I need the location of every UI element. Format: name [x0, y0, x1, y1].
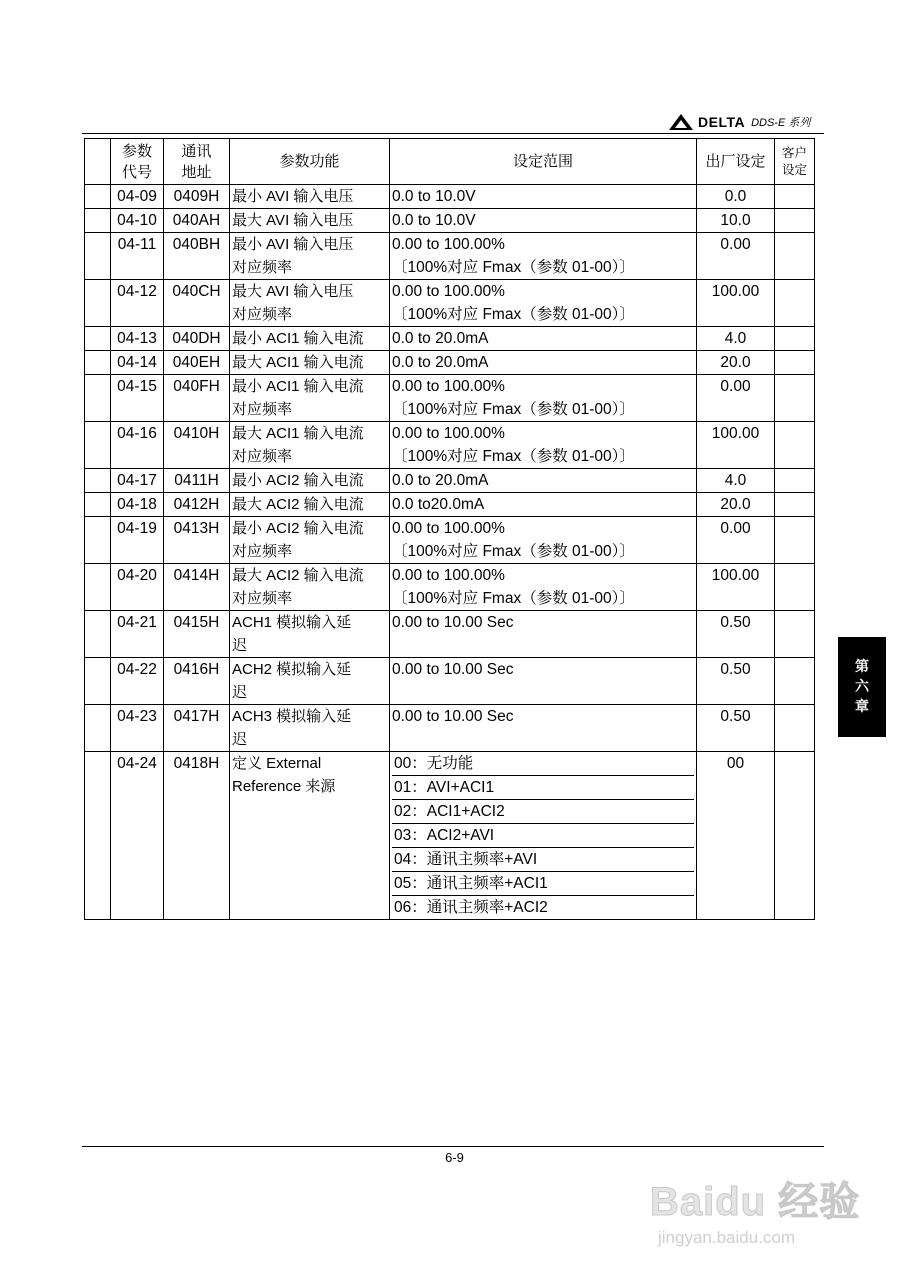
address-cell: 0413H [164, 517, 230, 564]
table-row [85, 493, 815, 517]
default-cell: 0.00 [697, 517, 775, 564]
cell-line: 0.00 to 10.00 Sec [392, 614, 514, 631]
cell-line: 〔100%对应 Fmax（参数 01-00）〕 [392, 590, 635, 607]
cell-line: 0.00 to 10.00 Sec [392, 661, 514, 678]
default-cell: 20.0 [697, 493, 775, 517]
table-row [85, 351, 815, 375]
watermark [640, 1160, 890, 1270]
option-item: 04：通讯主频率+AVI [392, 848, 694, 872]
blank-cell [85, 469, 111, 493]
customer-cell [775, 233, 815, 280]
cell-line: 迟 [232, 684, 248, 701]
cell-line: 对应频率 [232, 590, 293, 607]
cell-line: 〔100%对应 Fmax（参数 01-00）〕 [392, 259, 635, 276]
blank-cell [85, 375, 111, 422]
function-cell [230, 351, 390, 375]
function-cell [230, 658, 390, 705]
default-cell: 4.0 [697, 469, 775, 493]
code-cell: 04-24 [111, 752, 164, 920]
cell-line: 迟 [232, 731, 248, 748]
code-cell: 04-16 [111, 422, 164, 469]
function-cell [230, 752, 390, 920]
customer-cell [775, 658, 815, 705]
table-row [85, 705, 815, 752]
option-item: 03：ACI2+AVI [392, 824, 694, 848]
option-item: 02：ACI1+ACI2 [392, 800, 694, 824]
range-cell [390, 469, 697, 493]
header-customer: 客户 设定 [775, 139, 815, 185]
cell-line: 0.00 to 100.00% [392, 567, 505, 584]
code-cell: 04-20 [111, 564, 164, 611]
default-cell: 4.0 [697, 327, 775, 351]
function-cell [230, 705, 390, 752]
header-rule [82, 133, 824, 134]
table-row [85, 611, 815, 658]
range-cell [390, 351, 697, 375]
address-cell: 0412H [164, 493, 230, 517]
function-cell [230, 185, 390, 209]
cell-line: ACH1 模拟输入延 [232, 614, 352, 631]
series-name: DDS-E 系列 [751, 117, 811, 129]
range-cell [390, 209, 697, 233]
customer-cell [775, 209, 815, 233]
watermark-sub: jingyan.baidu.com [658, 1228, 796, 1247]
cell-line: 0.0 to 10.0V [392, 212, 476, 229]
cell-line: 对应频率 [232, 543, 293, 560]
cell-line: 最大 ACI1 输入电流 [232, 354, 364, 371]
default-cell: 100.00 [697, 564, 775, 611]
option-item: 00：无功能 [392, 752, 694, 776]
table-row [85, 233, 815, 280]
chapter-tab-char: 第 [855, 659, 869, 675]
customer-cell [775, 422, 815, 469]
blank-cell [85, 209, 111, 233]
table-row [85, 752, 815, 920]
delta-logo-icon [668, 113, 694, 131]
function-cell [230, 327, 390, 351]
function-cell [230, 493, 390, 517]
table-header-row [85, 139, 815, 185]
default-cell: 20.0 [697, 351, 775, 375]
function-cell [230, 611, 390, 658]
header-address: 通讯 地址 [164, 139, 230, 185]
header-default: 出厂设定 [697, 139, 775, 185]
default-cell: 10.0 [697, 209, 775, 233]
function-cell [230, 422, 390, 469]
address-cell: 040BH [164, 233, 230, 280]
customer-cell [775, 327, 815, 351]
cell-line: 0.0 to 20.0mA [392, 330, 489, 347]
cell-line: 最大 AVI 输入电压 [232, 212, 354, 229]
option-item: 06：通讯主频率+ACI2 [394, 899, 548, 916]
range-cell [390, 233, 697, 280]
footer-rule [82, 1146, 824, 1147]
customer-cell [775, 280, 815, 327]
range-cell [390, 375, 697, 422]
range-options-cell [390, 752, 697, 920]
customer-cell [775, 469, 815, 493]
table-row [85, 375, 815, 422]
chapter-tab-char: 六 [855, 679, 869, 695]
address-cell: 040FH [164, 375, 230, 422]
code-cell: 04-22 [111, 658, 164, 705]
blank-cell [85, 705, 111, 752]
table-body [85, 185, 815, 920]
blank-cell [85, 517, 111, 564]
option-item: 05：通讯主频率+ACI1 [392, 872, 694, 896]
cell-line: 〔100%对应 Fmax（参数 01-00）〕 [392, 448, 635, 465]
cell-line: ACH2 模拟输入延 [232, 661, 352, 678]
chapter-tab-char: 章 [855, 699, 869, 715]
cell-line: 0.00 to 100.00% [392, 425, 505, 442]
cell-line: 0.00 to 10.00 Sec [392, 708, 514, 725]
chapter-tab [838, 637, 886, 737]
header-code: 参数 代号 [111, 139, 164, 185]
cell-line: 定义 External [232, 755, 322, 772]
default-cell: 00 [697, 752, 775, 920]
code-cell: 04-18 [111, 493, 164, 517]
code-cell: 04-12 [111, 280, 164, 327]
page-number: 6-9 [445, 1150, 464, 1165]
option-item: 01：AVI+ACI1 [392, 776, 694, 800]
blank-cell [85, 658, 111, 705]
range-cell [390, 611, 697, 658]
function-cell [230, 280, 390, 327]
cell-line: 0.00 to 100.00% [392, 520, 505, 537]
code-cell: 04-11 [111, 233, 164, 280]
default-cell: 0.0 [697, 185, 775, 209]
code-cell: 04-17 [111, 469, 164, 493]
cell-line: 0.00 to 100.00% [392, 378, 505, 395]
function-cell [230, 469, 390, 493]
customer-cell [775, 185, 815, 209]
cell-line: 最大 ACI2 输入电流 [232, 496, 364, 513]
range-cell [390, 280, 697, 327]
blank-cell [85, 280, 111, 327]
customer-cell [775, 351, 815, 375]
function-cell [230, 564, 390, 611]
parameter-table [84, 138, 815, 920]
cell-line: 最小 AVI 输入电压 [232, 188, 354, 205]
address-cell: 0414H [164, 564, 230, 611]
range-cell [390, 327, 697, 351]
cell-line: 0.00 to 100.00% [392, 283, 505, 300]
address-cell: 0410H [164, 422, 230, 469]
customer-cell [775, 517, 815, 564]
default-cell: 100.00 [697, 280, 775, 327]
customer-cell [775, 375, 815, 422]
address-cell: 0409H [164, 185, 230, 209]
range-cell [390, 422, 697, 469]
cell-line: 0.0 to 10.0V [392, 188, 476, 205]
blank-cell [85, 233, 111, 280]
table-row [85, 422, 815, 469]
cell-line: 对应频率 [232, 259, 293, 276]
cell-line: 〔100%对应 Fmax（参数 01-00）〕 [392, 543, 635, 560]
address-cell: 040CH [164, 280, 230, 327]
table-row [85, 327, 815, 351]
cell-line: 〔100%对应 Fmax（参数 01-00）〕 [392, 401, 635, 418]
customer-cell [775, 493, 815, 517]
cell-line: 最小 ACI2 输入电流 [232, 472, 364, 489]
table-row [85, 469, 815, 493]
code-cell: 04-15 [111, 375, 164, 422]
address-cell: 040AH [164, 209, 230, 233]
watermark-main: Baidu 经验 [650, 1180, 861, 1224]
default-cell: 0.50 [697, 611, 775, 658]
table-row [85, 280, 815, 327]
cell-line: 最小 ACI1 输入电流 [232, 378, 364, 395]
cell-line: 最小 ACI2 输入电流 [232, 520, 364, 537]
table-row [85, 209, 815, 233]
blank-cell [85, 611, 111, 658]
address-cell: 040EH [164, 351, 230, 375]
code-cell: 04-13 [111, 327, 164, 351]
cell-line: 最大 AVI 输入电压 [232, 283, 354, 300]
cell-line: 最大 ACI1 输入电流 [232, 425, 364, 442]
code-cell: 04-23 [111, 705, 164, 752]
customer-cell [775, 611, 815, 658]
range-cell [390, 705, 697, 752]
cell-line: 0.00 to 100.00% [392, 236, 505, 253]
cell-line: 对应频率 [232, 448, 293, 465]
address-cell: 0411H [164, 469, 230, 493]
range-cell [390, 564, 697, 611]
cell-line: 0.0 to 20.0mA [392, 472, 489, 489]
address-cell: 0415H [164, 611, 230, 658]
code-cell: 04-10 [111, 209, 164, 233]
default-cell: 0.00 [697, 233, 775, 280]
code-cell: 04-21 [111, 611, 164, 658]
cell-line: 0.0 to20.0mA [392, 496, 485, 513]
table-row [85, 185, 815, 209]
function-cell [230, 209, 390, 233]
blank-cell [85, 564, 111, 611]
header-range: 设定范围 [390, 139, 697, 185]
blank-cell [85, 752, 111, 920]
default-cell: 0.00 [697, 375, 775, 422]
address-cell: 0418H [164, 752, 230, 920]
table-row [85, 658, 815, 705]
cell-line: 最小 ACI1 输入电流 [232, 330, 364, 347]
cell-line: 对应频率 [232, 401, 293, 418]
cell-line: 0.0 to 20.0mA [392, 354, 489, 371]
address-cell: 0417H [164, 705, 230, 752]
address-cell: 040DH [164, 327, 230, 351]
cell-line: 最大 ACI2 输入电流 [232, 567, 364, 584]
table-row [85, 564, 815, 611]
default-cell: 0.50 [697, 658, 775, 705]
function-cell [230, 517, 390, 564]
range-cell [390, 185, 697, 209]
option-list [392, 752, 694, 919]
customer-cell [775, 705, 815, 752]
customer-cell [775, 564, 815, 611]
blank-cell [85, 327, 111, 351]
blank-cell [85, 185, 111, 209]
range-cell [390, 493, 697, 517]
header-blank [85, 139, 111, 185]
cell-line: 最小 AVI 输入电压 [232, 236, 354, 253]
cell-line: Reference 来源 [232, 778, 336, 795]
code-cell: 04-14 [111, 351, 164, 375]
brand-name: DELTA [698, 114, 746, 130]
code-cell: 04-09 [111, 185, 164, 209]
customer-cell [775, 752, 815, 920]
function-cell [230, 233, 390, 280]
cell-line: 对应频率 [232, 306, 293, 323]
code-cell: 04-19 [111, 517, 164, 564]
table-row [85, 517, 815, 564]
range-cell [390, 517, 697, 564]
default-cell: 100.00 [697, 422, 775, 469]
brand-header [668, 112, 810, 132]
header-function: 参数功能 [230, 139, 390, 185]
range-cell [390, 658, 697, 705]
blank-cell [85, 422, 111, 469]
cell-line: ACH3 模拟输入延 [232, 708, 352, 725]
blank-cell [85, 493, 111, 517]
address-cell: 0416H [164, 658, 230, 705]
cell-line: 迟 [232, 637, 248, 654]
cell-line: 〔100%对应 Fmax（参数 01-00）〕 [392, 306, 635, 323]
blank-cell [85, 351, 111, 375]
default-cell: 0.50 [697, 705, 775, 752]
function-cell [230, 375, 390, 422]
